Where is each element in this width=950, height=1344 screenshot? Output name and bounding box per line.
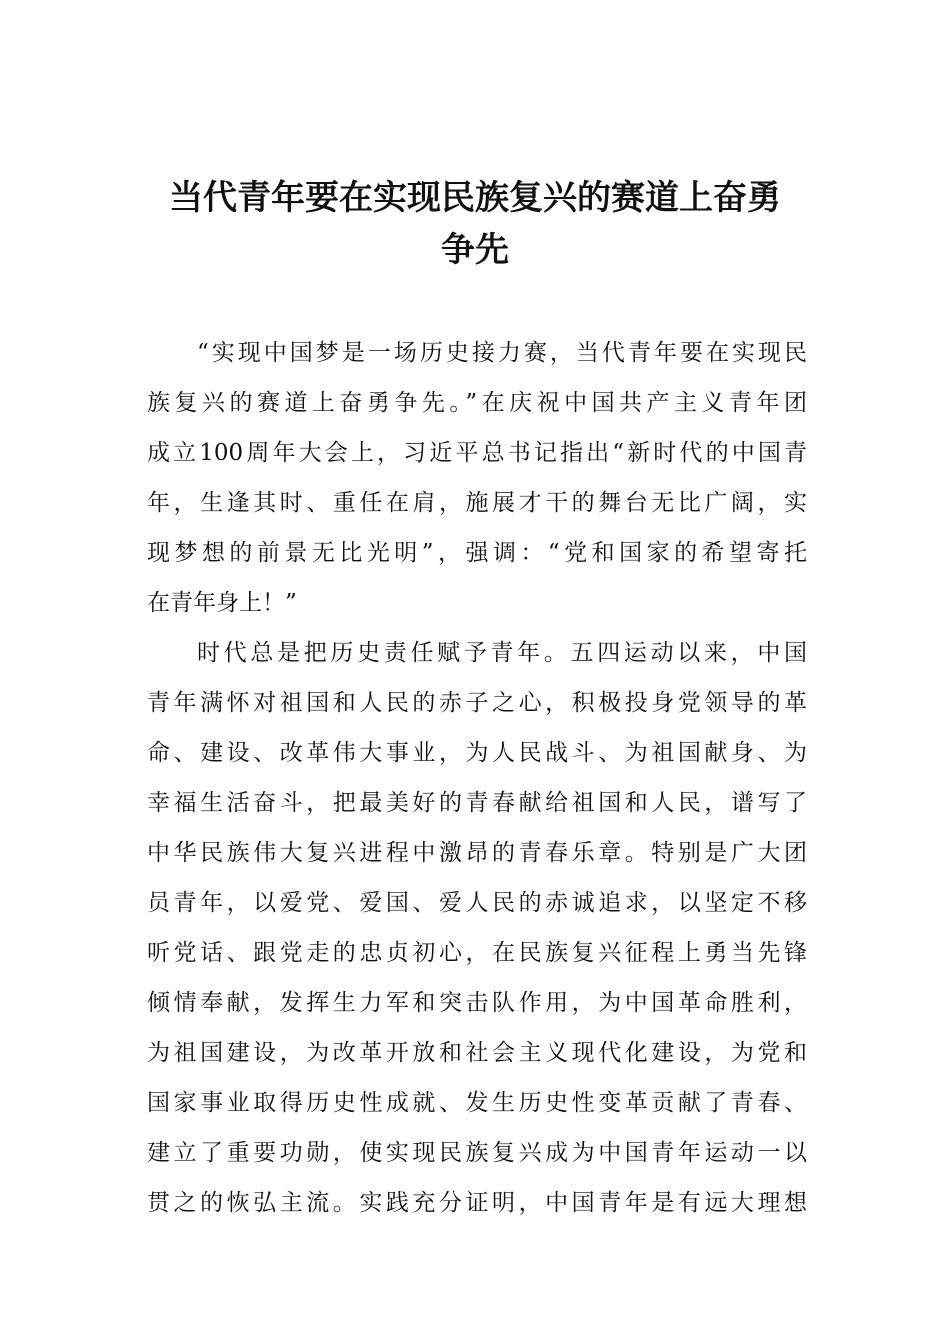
paragraph-line: 年，生逢其时、重任在肩，施展才干的舞台无比广阔，实 xyxy=(147,490,807,516)
paragraph-2 xyxy=(147,628,807,1228)
paragraph-line: 现梦想的前景无比光明”，强调：“党和国家的希望寄托 xyxy=(147,540,807,566)
document-body xyxy=(147,328,807,1228)
paragraph-line: 听党话、跟党走的忠贞初心，在民族复兴征程上勇当先锋 xyxy=(147,940,807,966)
paragraph-line: 倾情奉献，发挥生力军和突击队作用，为中国革命胜利， xyxy=(147,990,807,1016)
paragraph-line: 幸福生活奋斗，把最美好的青春献给祖国和人民，谱写了 xyxy=(147,790,807,816)
paragraph-line: 命、建设、改革伟大事业，为人民战斗、为祖国献身、为 xyxy=(147,740,807,766)
title-line-2: 争先 xyxy=(441,230,509,270)
paragraph-1 xyxy=(147,328,807,628)
document-title xyxy=(150,172,800,276)
paragraph-line: 员青年，以爱党、爱国、爱人民的赤诚追求，以坚定不移 xyxy=(147,890,807,916)
paragraph-line: 时代总是把历史责任赋予青年。五四运动以来，中国 xyxy=(197,640,807,666)
paragraph-line: 为祖国建设，为改革开放和社会主义现代化建设，为党和 xyxy=(147,1040,807,1066)
paragraph-line: 青年满怀对祖国和人民的赤子之心，积极投身党领导的革 xyxy=(147,690,807,716)
paragraph-line: 国家事业取得历史性成就、发生历史性变革贡献了青春、 xyxy=(147,1090,807,1116)
paragraph-line: 贯之的恢弘主流。实践充分证明，中国青年是有远大理想 xyxy=(147,1190,807,1216)
paragraph-line: 在青年身上！” xyxy=(147,590,297,616)
paragraph-line: 族复兴的赛道上奋勇争先。”在庆祝中国共产主义青年团 xyxy=(147,390,807,416)
paragraph-line: 建立了重要功勋，使实现民族复兴成为中国青年运动一以 xyxy=(147,1140,807,1166)
paragraph-line: 中华民族伟大复兴进程中激昂的青春乐章。特别是广大团 xyxy=(147,840,807,866)
paragraph-line: 成立100周年大会上，习近平总书记指出“新时代的中国青 xyxy=(147,440,807,466)
paragraph-line: “实现中国梦是一场历史接力赛，当代青年要在实现民 xyxy=(197,340,807,366)
title-line-1: 当代青年要在实现民族复兴的赛道上奋勇 xyxy=(169,178,781,218)
